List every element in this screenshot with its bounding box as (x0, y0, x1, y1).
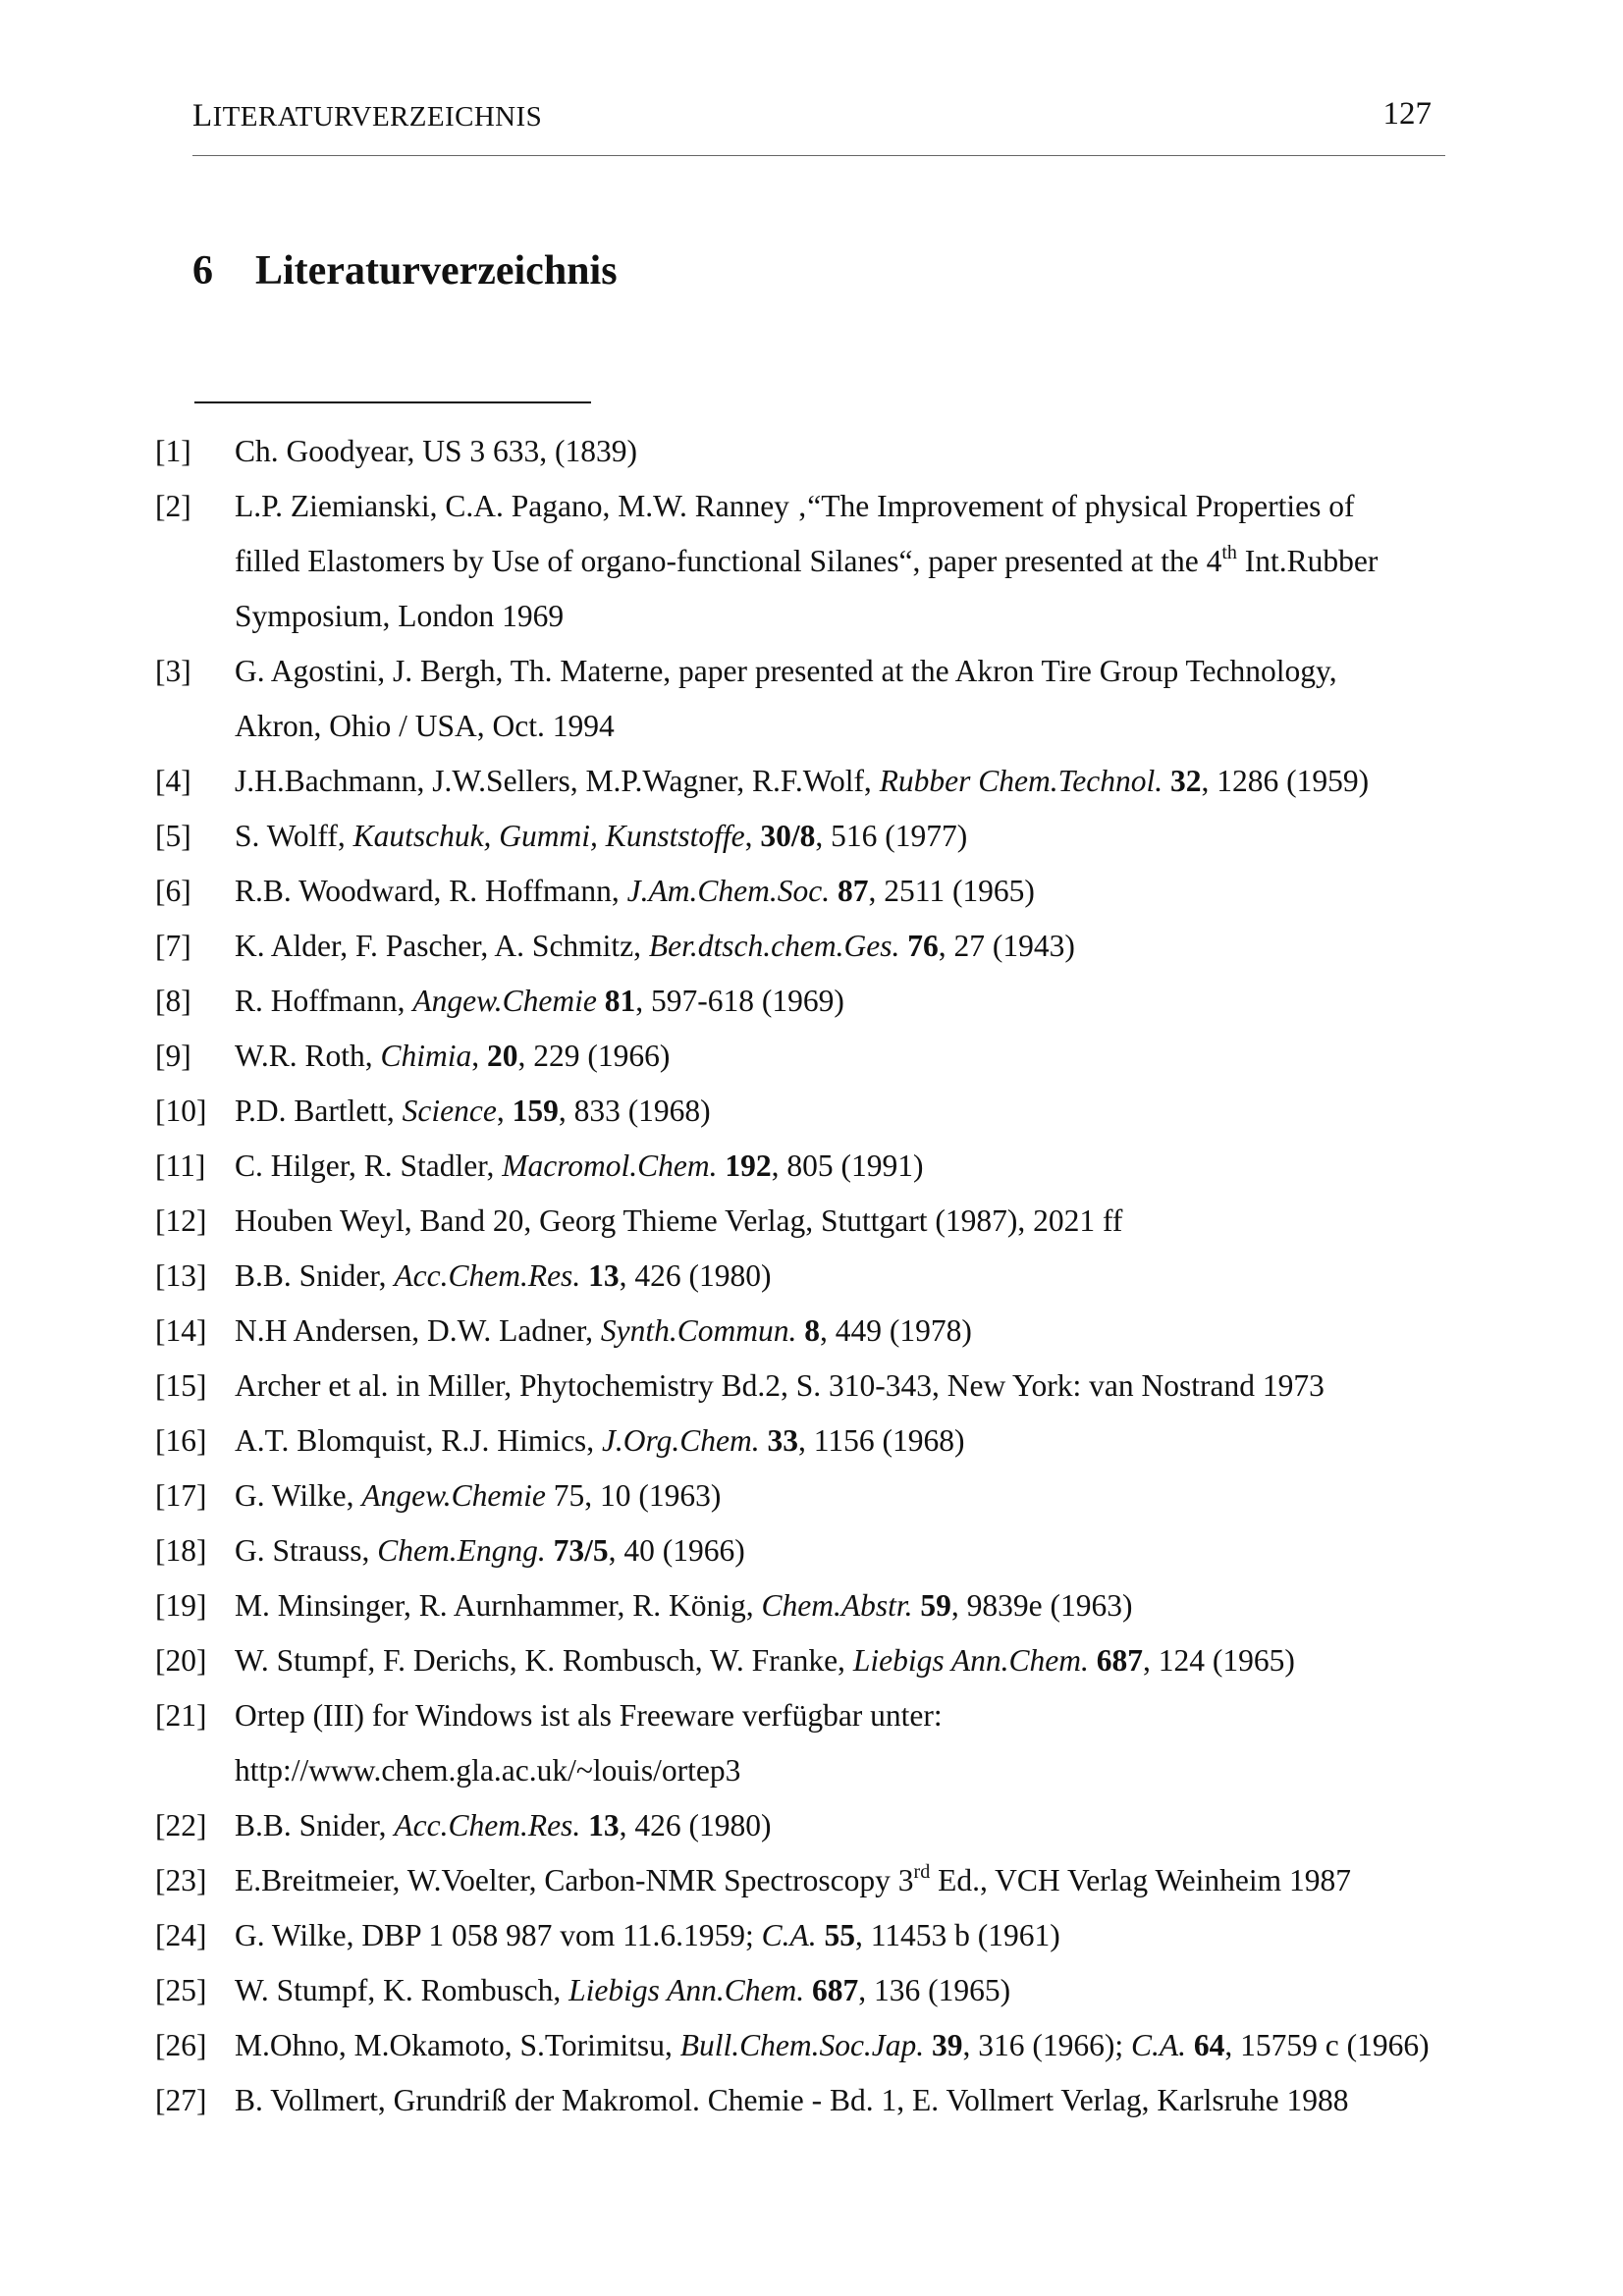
journal-name: Angew.Chemie (361, 1478, 546, 1513)
reference-text-run: , (744, 819, 761, 853)
reference-text-run: W. Stumpf, K. Rombusch, (235, 1973, 569, 2007)
reference-text-run (546, 1533, 554, 1568)
journal-name: C.A. (761, 1918, 817, 1952)
reference-text-run: W. Stumpf, F. Derichs, K. Rombusch, W. Franke, (235, 1643, 853, 1678)
reference-list (155, 424, 1530, 2128)
reference-label: [13] (155, 1258, 207, 1293)
reference-text (235, 1249, 1511, 1304)
reference-item (155, 1084, 1530, 1139)
reference-text-run: A.T. Blomquist, R.J. Himics, (235, 1423, 602, 1458)
reference-item (155, 1578, 1530, 1633)
reference-label: [3] (155, 654, 191, 688)
reference-text-run: G. Strauss, (235, 1533, 378, 1568)
reference-text-run: , 1286 (1959) (1201, 764, 1370, 798)
reference-line (235, 1359, 1511, 1414)
reference-label: [15] (155, 1368, 207, 1403)
volume-number: 159 (512, 1094, 559, 1128)
volume-number: 13 (588, 1258, 620, 1293)
reference-text-run: N.H Andersen, D.W. Ladner, (235, 1313, 601, 1348)
reference-text-run: G. Wilke, (235, 1478, 362, 1513)
reference-label: [1] (155, 434, 191, 468)
reference-line (235, 1908, 1511, 1963)
reference-text-run: W.R. Roth, (235, 1039, 381, 1073)
reference-text-run: Ortep (III) for Windows ist als Freeware verfügbar unter: (235, 1698, 943, 1733)
reference-label: [2] (155, 489, 191, 523)
reference-label: [25] (155, 1973, 207, 2007)
journal-name: Bull.Chem.Soc.Jap. (679, 2028, 925, 2062)
footnote-separator (194, 401, 591, 403)
reference-line (235, 809, 1511, 864)
reference-text (235, 1414, 1511, 1468)
reference-line (235, 1523, 1511, 1578)
journal-name: C.A. (1131, 2028, 1187, 2062)
reference-label: [7] (155, 929, 191, 963)
reference-item (155, 1194, 1530, 1249)
reference-text-run: , 11453 b (1961) (854, 1918, 1060, 1952)
reference-text-run (804, 1973, 812, 2007)
reference-item (155, 2018, 1530, 2073)
journal-name: J.Am.Chem.Soc. (626, 874, 831, 908)
journal-name: Macromol.Chem. (502, 1148, 718, 1183)
reference-text (235, 754, 1511, 809)
reference-item (155, 1523, 1530, 1578)
running-header (192, 98, 1445, 156)
reference-text (235, 1578, 1511, 1633)
reference-text-run: , 426 (1980) (619, 1258, 772, 1293)
reference-item (155, 1414, 1530, 1468)
reference-text (235, 864, 1511, 919)
journal-name: Liebigs Ann.Chem. (852, 1643, 1089, 1678)
reference-line (235, 1304, 1511, 1359)
volume-number: 20 (487, 1039, 518, 1073)
volume-number: 687 (1096, 1643, 1143, 1678)
reference-item (155, 644, 1530, 754)
reference-line (235, 1084, 1511, 1139)
journal-name: Ber.dtsch.chem.Ges. (648, 929, 900, 963)
reference-line (235, 1743, 1511, 1798)
reference-text (235, 1029, 1511, 1084)
reference-label: [24] (155, 1918, 207, 1952)
reference-text-run: B.B. Snider, (235, 1808, 395, 1842)
reference-line (235, 1798, 1511, 1853)
reference-line (235, 479, 1511, 534)
volume-number: 192 (725, 1148, 772, 1183)
reference-item (155, 1853, 1530, 1908)
reference-text-run: Akron, Ohio / USA, Oct. 1994 (235, 709, 615, 743)
reference-text (235, 1304, 1511, 1359)
reference-text-run (1089, 1643, 1097, 1678)
reference-text (235, 1908, 1511, 1963)
reference-line (235, 1963, 1511, 2018)
journal-name: Rubber Chem.Technol. (879, 764, 1163, 798)
volume-number: 55 (824, 1918, 855, 1952)
reference-item (155, 1139, 1530, 1194)
reference-item (155, 1249, 1530, 1304)
reference-label: [21] (155, 1698, 207, 1733)
reference-label: [17] (155, 1478, 207, 1513)
reference-label: [14] (155, 1313, 207, 1348)
reference-label: [4] (155, 764, 191, 798)
reference-line (235, 589, 1511, 644)
reference-text-run: , 805 (1991) (771, 1148, 924, 1183)
reference-text-run: , 40 (1966) (608, 1533, 745, 1568)
reference-line (235, 1578, 1511, 1633)
running-title-initial: L (192, 98, 213, 133)
reference-item (155, 1304, 1530, 1359)
reference-label: [19] (155, 1588, 207, 1623)
reference-line (235, 1468, 1511, 1523)
chapter-title: Literaturverzeichnis (255, 248, 618, 294)
reference-line (235, 1853, 1511, 1908)
reference-line (235, 1139, 1511, 1194)
reference-item (155, 974, 1530, 1029)
reference-text-run (830, 874, 838, 908)
reference-text-run: L.P. Ziemianski, C.A. Pagano, M.W. Ranney ‚“The Improvement of physical Properties of (235, 489, 1355, 523)
running-title-rest: ITERATURVERZEICHNIS (212, 101, 543, 133)
reference-text-run: , 124 (1965) (1143, 1643, 1295, 1678)
journal-name: Chimia (380, 1039, 472, 1073)
reference-text-run: C. Hilger, R. Stadler, (235, 1148, 503, 1183)
reference-text-run: , 15759 c (1966) (1224, 2028, 1430, 2062)
reference-text-run: K. Alder, F. Pascher, A. Schmitz, (235, 929, 649, 963)
reference-text-run (760, 1423, 768, 1458)
reference-item (155, 1468, 1530, 1523)
reference-label: [8] (155, 984, 191, 1018)
reference-text (235, 479, 1511, 644)
reference-label: [20] (155, 1643, 207, 1678)
superscript: th (1221, 542, 1237, 563)
reference-text (235, 2073, 1511, 2128)
reference-line (235, 699, 1511, 754)
reference-text (235, 424, 1511, 479)
reference-text-run: Symposium, London 1969 (235, 599, 565, 633)
reference-line (235, 2018, 1511, 2073)
reference-text-run: , 833 (1968) (558, 1094, 711, 1128)
reference-item (155, 1633, 1530, 1688)
reference-line (235, 2073, 1511, 2128)
volume-number: 33 (767, 1423, 799, 1458)
reference-item (155, 1359, 1530, 1414)
reference-item (155, 864, 1530, 919)
reference-line (235, 424, 1511, 479)
reference-text-run: , 229 (1966) (517, 1039, 671, 1073)
reference-text-run: R.B. Woodward, R. Hoffmann, (235, 874, 627, 908)
reference-item (155, 1798, 1530, 1853)
reference-text-run: M. Minsinger, R. Aurnhammer, R. König, (235, 1588, 762, 1623)
volume-number: 39 (932, 2028, 963, 2062)
reference-text-run: 75, 10 (1963) (545, 1478, 722, 1513)
reference-text-run: filled Elastomers by Use of organo-functional Silanes“, paper presented at the 4 (235, 544, 1222, 578)
reference-item (155, 754, 1530, 809)
reference-text (235, 1359, 1511, 1414)
reference-line (235, 1249, 1511, 1304)
reference-label: [11] (155, 1148, 206, 1183)
reference-text (235, 1139, 1511, 1194)
reference-text-run: , 9839e (1963) (950, 1588, 1133, 1623)
reference-item (155, 809, 1530, 864)
reference-line (235, 534, 1511, 589)
reference-line (235, 974, 1511, 1029)
volume-number: 32 (1170, 764, 1202, 798)
reference-label: [5] (155, 819, 191, 853)
reference-label: [23] (155, 1863, 207, 1897)
reference-text-run: B. Vollmert, Grundriß der Makromol. Chemie - Bd. 1, E. Vollmert Verlag, Karlsruhe 1988 (235, 2083, 1349, 2117)
reference-text (235, 919, 1511, 974)
volume-number: 73/5 (553, 1533, 609, 1568)
reference-text (235, 1084, 1511, 1139)
page-number: 127 (1382, 96, 1432, 132)
reference-label: [12] (155, 1203, 207, 1238)
journal-name: Liebigs Ann.Chem. (568, 1973, 805, 2007)
journal-name: Kautschuk, Gummi, Kunststoffe (352, 819, 745, 853)
reference-text-run: J.H.Bachmann, J.W.Sellers, M.P.Wagner, R.F.Wolf, (235, 764, 880, 798)
reference-text (235, 974, 1511, 1029)
volume-number: 81 (604, 984, 636, 1018)
chapter-number: 6 (192, 248, 213, 294)
reference-text-run: E.Breitmeier, W.Voelter, Carbon-NMR Spectroscopy 3 (235, 1863, 914, 1897)
reference-text (235, 1798, 1511, 1853)
journal-name: J.Org.Chem. (601, 1423, 760, 1458)
reference-line (235, 644, 1511, 699)
reference-label: [26] (155, 2028, 207, 2062)
reference-text-run: , 27 (1943) (938, 929, 1075, 963)
reference-text-run (580, 1808, 588, 1842)
journal-name: Science (402, 1094, 497, 1128)
superscript: rd (913, 1861, 931, 1883)
reference-text (235, 1853, 1511, 1908)
reference-text (235, 1523, 1511, 1578)
reference-text-run: M.Ohno, M.Okamoto, S.Torimitsu, (235, 2028, 680, 2062)
reference-text-run (1186, 2028, 1194, 2062)
reference-line (235, 1414, 1511, 1468)
reference-item (155, 424, 1530, 479)
reference-text-run: , 449 (1978) (820, 1313, 972, 1348)
reference-label: [22] (155, 1808, 207, 1842)
volume-number: 687 (812, 1973, 859, 2007)
volume-number: 59 (920, 1588, 951, 1623)
reference-text-run: B.B. Snider, (235, 1258, 395, 1293)
journal-name: Synth.Commun. (600, 1313, 797, 1348)
journal-name: Acc.Chem.Res. (394, 1258, 581, 1293)
reference-text-run: , 426 (1980) (619, 1808, 772, 1842)
reference-label: [6] (155, 874, 191, 908)
reference-text-run: , 2511 (1965) (868, 874, 1035, 908)
reference-text (235, 809, 1511, 864)
reference-label: [16] (155, 1423, 207, 1458)
reference-text-run: Ed., VCH Verlag Weinheim 1987 (930, 1863, 1352, 1897)
journal-name: Chem.Abstr. (761, 1588, 913, 1623)
reference-item (155, 919, 1530, 974)
reference-item (155, 1908, 1530, 1963)
reference-text-run: , (496, 1094, 513, 1128)
reference-line (235, 919, 1511, 974)
reference-text (235, 1688, 1511, 1798)
reference-text-run (597, 984, 605, 1018)
reference-line (235, 1688, 1511, 1743)
reference-text-run (580, 1258, 588, 1293)
volume-number: 87 (837, 874, 869, 908)
reference-text-run[interactable]: http://www.chem.gla.ac.uk/~louis/ortep3 (235, 1753, 741, 1788)
reference-text-run: Int.Rubber (1236, 544, 1379, 578)
reference-text-run: R. Hoffmann, (235, 984, 413, 1018)
reference-item (155, 1029, 1530, 1084)
reference-text (235, 2018, 1511, 2073)
reference-item (155, 1688, 1530, 1798)
reference-text (235, 1963, 1511, 2018)
reference-text (235, 644, 1511, 754)
reference-text-run: , 136 (1965) (858, 1973, 1011, 2007)
reference-line (235, 864, 1511, 919)
reference-label: [18] (155, 1533, 207, 1568)
chapter-heading (192, 247, 618, 294)
reference-label: [9] (155, 1039, 191, 1073)
reference-text-run: , (471, 1039, 488, 1073)
reference-text-run: G. Agostini, J. Bergh, Th. Materne, paper presented at the Akron Tire Group Technology, (235, 654, 1337, 688)
reference-label: [10] (155, 1094, 207, 1128)
reference-item (155, 2073, 1530, 2128)
reference-line (235, 1633, 1511, 1688)
reference-text-run: Houben Weyl, Band 20, Georg Thieme Verlag, Stuttgart (1987), 2021 ff (235, 1203, 1123, 1238)
reference-text-run: , 516 (1977) (815, 819, 968, 853)
reference-text-run: G. Wilke, DBP 1 058 987 vom 11.6.1959; (235, 1918, 762, 1952)
reference-text-run: , 597-618 (1969) (635, 984, 844, 1018)
reference-text-run: S. Wolff, (235, 819, 353, 853)
journal-name: Chem.Engng. (377, 1533, 546, 1568)
reference-text-run: P.D. Bartlett, (235, 1094, 403, 1128)
reference-text (235, 1468, 1511, 1523)
reference-text-run (924, 2028, 932, 2062)
reference-line (235, 754, 1511, 809)
reference-text-run (1163, 764, 1170, 798)
reference-text-run: Archer et al. in Miller, Phytochemistry Bd.2, S. 310-343, New York: van Nostrand 1973 (235, 1368, 1325, 1403)
volume-number: 13 (588, 1808, 620, 1842)
volume-number: 30/8 (760, 819, 816, 853)
reference-text-run: , 316 (1966); (962, 2028, 1132, 2062)
reference-text (235, 1633, 1511, 1688)
journal-name: Acc.Chem.Res. (394, 1808, 581, 1842)
volume-number: 64 (1193, 2028, 1225, 2062)
running-title (192, 98, 542, 134)
reference-text-run: , 1156 (1968) (798, 1423, 965, 1458)
journal-name: Angew.Chemie (412, 984, 597, 1018)
reference-text-run: Ch. Goodyear, US 3 633, (1839) (235, 434, 637, 468)
reference-label: [27] (155, 2083, 207, 2117)
volume-number: 8 (804, 1313, 820, 1348)
reference-item (155, 479, 1530, 644)
reference-text (235, 1194, 1511, 1249)
reference-line (235, 1194, 1511, 1249)
volume-number: 76 (907, 929, 939, 963)
reference-item (155, 1963, 1530, 2018)
reference-line (235, 1029, 1511, 1084)
